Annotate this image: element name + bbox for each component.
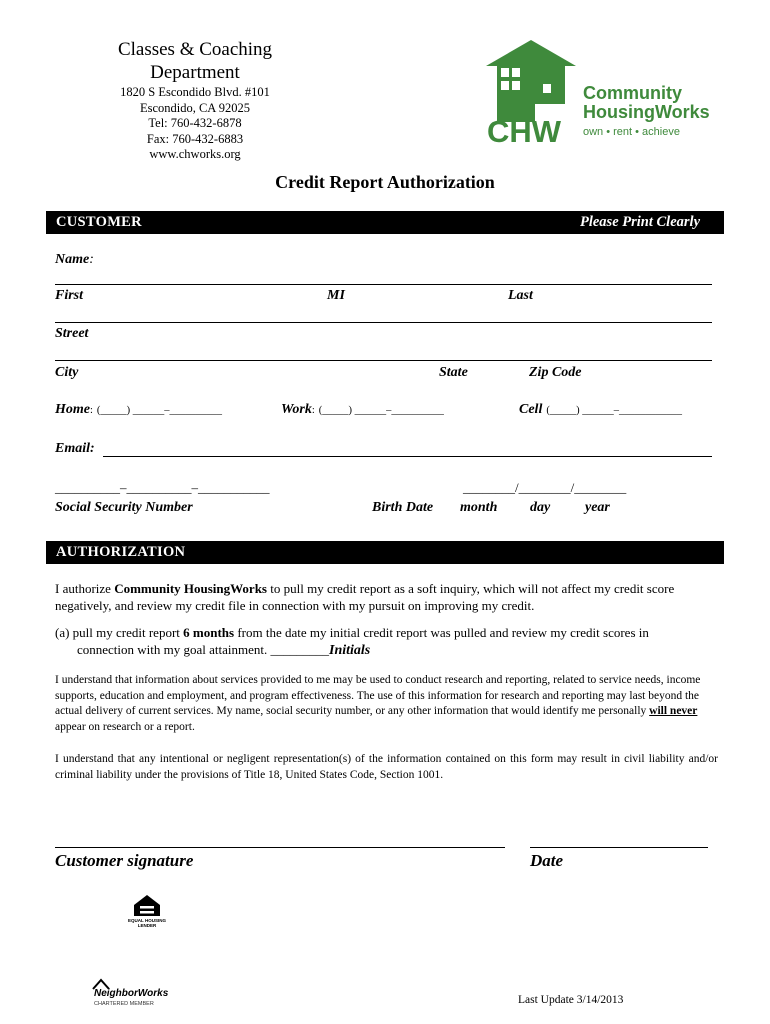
last-name-label: Last [508,288,533,303]
customer-section-header [46,211,724,234]
svg-text:LENDER: LENDER [137,923,157,928]
equal-housing-lender-logo [130,892,164,928]
day-label: day [530,500,551,515]
org-website: www.chworks.org [149,147,241,161]
ssn-blank[interactable]: __________–__________–___________ [55,480,270,495]
date-label: Date [530,851,564,870]
cell-phone-field[interactable]: Cell (_____) ______–____________ [519,402,682,417]
svg-text:EQUAL HOUSING: EQUAL HOUSING [128,918,166,923]
liability-paragraph: I understand that any intentional or negligent representation(s) of the information contained on this form may result in civil liability and/or criminal liability under the provisions of Title 18, United States Code, Section 1001. [55,753,718,781]
chw-logo [483,38,713,148]
org-address: 1820 S Escondido Blvd. #101 [120,85,270,99]
street-label: Street [55,326,89,341]
authorization-header-label: AUTHORIZATION [56,544,186,560]
birth-date-label: Birth Date [372,500,434,515]
name-line[interactable] [55,284,712,285]
house-logo-icon [483,38,713,148]
equal-housing-icon [130,892,164,928]
year-label: year [585,500,610,515]
month-label: month [460,500,498,515]
logo-tagline: own • rent • achieve [583,126,680,138]
middle-initial-label: MI [327,288,345,303]
neighborworks-house-icon [90,975,170,1007]
neighborworks-logo [90,975,170,1007]
cell-phone-blank: (_____) ______–____________ [546,405,682,416]
logo-mark: CHW [487,114,562,149]
org-info [95,38,295,163]
work-phone-blank: (_____) ______–__________ [318,405,444,416]
research-use-paragraph: I understand that information about services provided to me may be used to conduct research and reporting, related to service needs, income supports, education and employment, and program effectiveness. The use of this information for research and reporting may last beyond the actual delivery of current services. My name, social security number, or any other information that would identify me personally will never appear on research or a report. [55,674,701,733]
street-line[interactable] [55,322,712,323]
home-phone-field[interactable]: Home: (_____) ______–__________ [55,402,223,417]
customer-header-label: CUSTOMER [56,214,142,230]
document-title: Credit Report Authorization [275,172,495,192]
date-line[interactable] [530,847,708,848]
first-name-label: First [55,288,84,303]
city-label: City [55,365,79,380]
home-phone-blank: (_____) ______–__________ [96,405,223,416]
initials-label: Initials [329,643,371,658]
email-line[interactable] [103,456,712,457]
logo-name-line1: Community [583,83,682,103]
org-name-line1: Classes & Coaching [117,39,273,60]
ssn-label: Social Security Number [55,500,193,515]
name-label: Name: [55,252,94,267]
svg-text:NeighborWorks: NeighborWorks [94,988,169,999]
customer-signature-label: Customer signature [55,851,194,870]
org-tel: Tel: 760-432-6878 [148,116,242,130]
logo-name-line2: HousingWorks [583,102,710,122]
customer-signature-line[interactable] [55,847,505,848]
authorization-paragraph: I authorize Community HousingWorks to pull my credit report as a soft inquiry, which will not affect my credit score negatively, and review my credit file in connection with my pursuit on improving my credit. [55,581,675,613]
org-city: Escondido, CA 92025 [139,100,251,115]
svg-text:CHARTERED MEMBER: CHARTERED MEMBER [94,1001,154,1007]
email-label: Email: [55,441,95,456]
work-phone-field[interactable]: Work: (_____) ______–__________ [281,402,444,417]
birth-date-blank[interactable]: ________/________/________ [463,480,627,495]
print-clearly-note: Please Print Clearly [579,214,700,230]
authorization-item-a: (a) pull my credit report 6 months from the date my initial credit report was pulled and review my credit scores in connection with my goal attainment. _________Initials [55,625,649,658]
org-fax: Fax: 760-432-6883 [146,131,244,146]
last-update: Last Update 3/14/2013 [518,994,624,1006]
authorization-section-header [46,541,724,564]
city-line[interactable] [55,360,712,361]
zip-code-label: Zip Code [529,365,582,380]
state-label: State [439,365,468,380]
org-name-line2: Department [150,62,240,83]
